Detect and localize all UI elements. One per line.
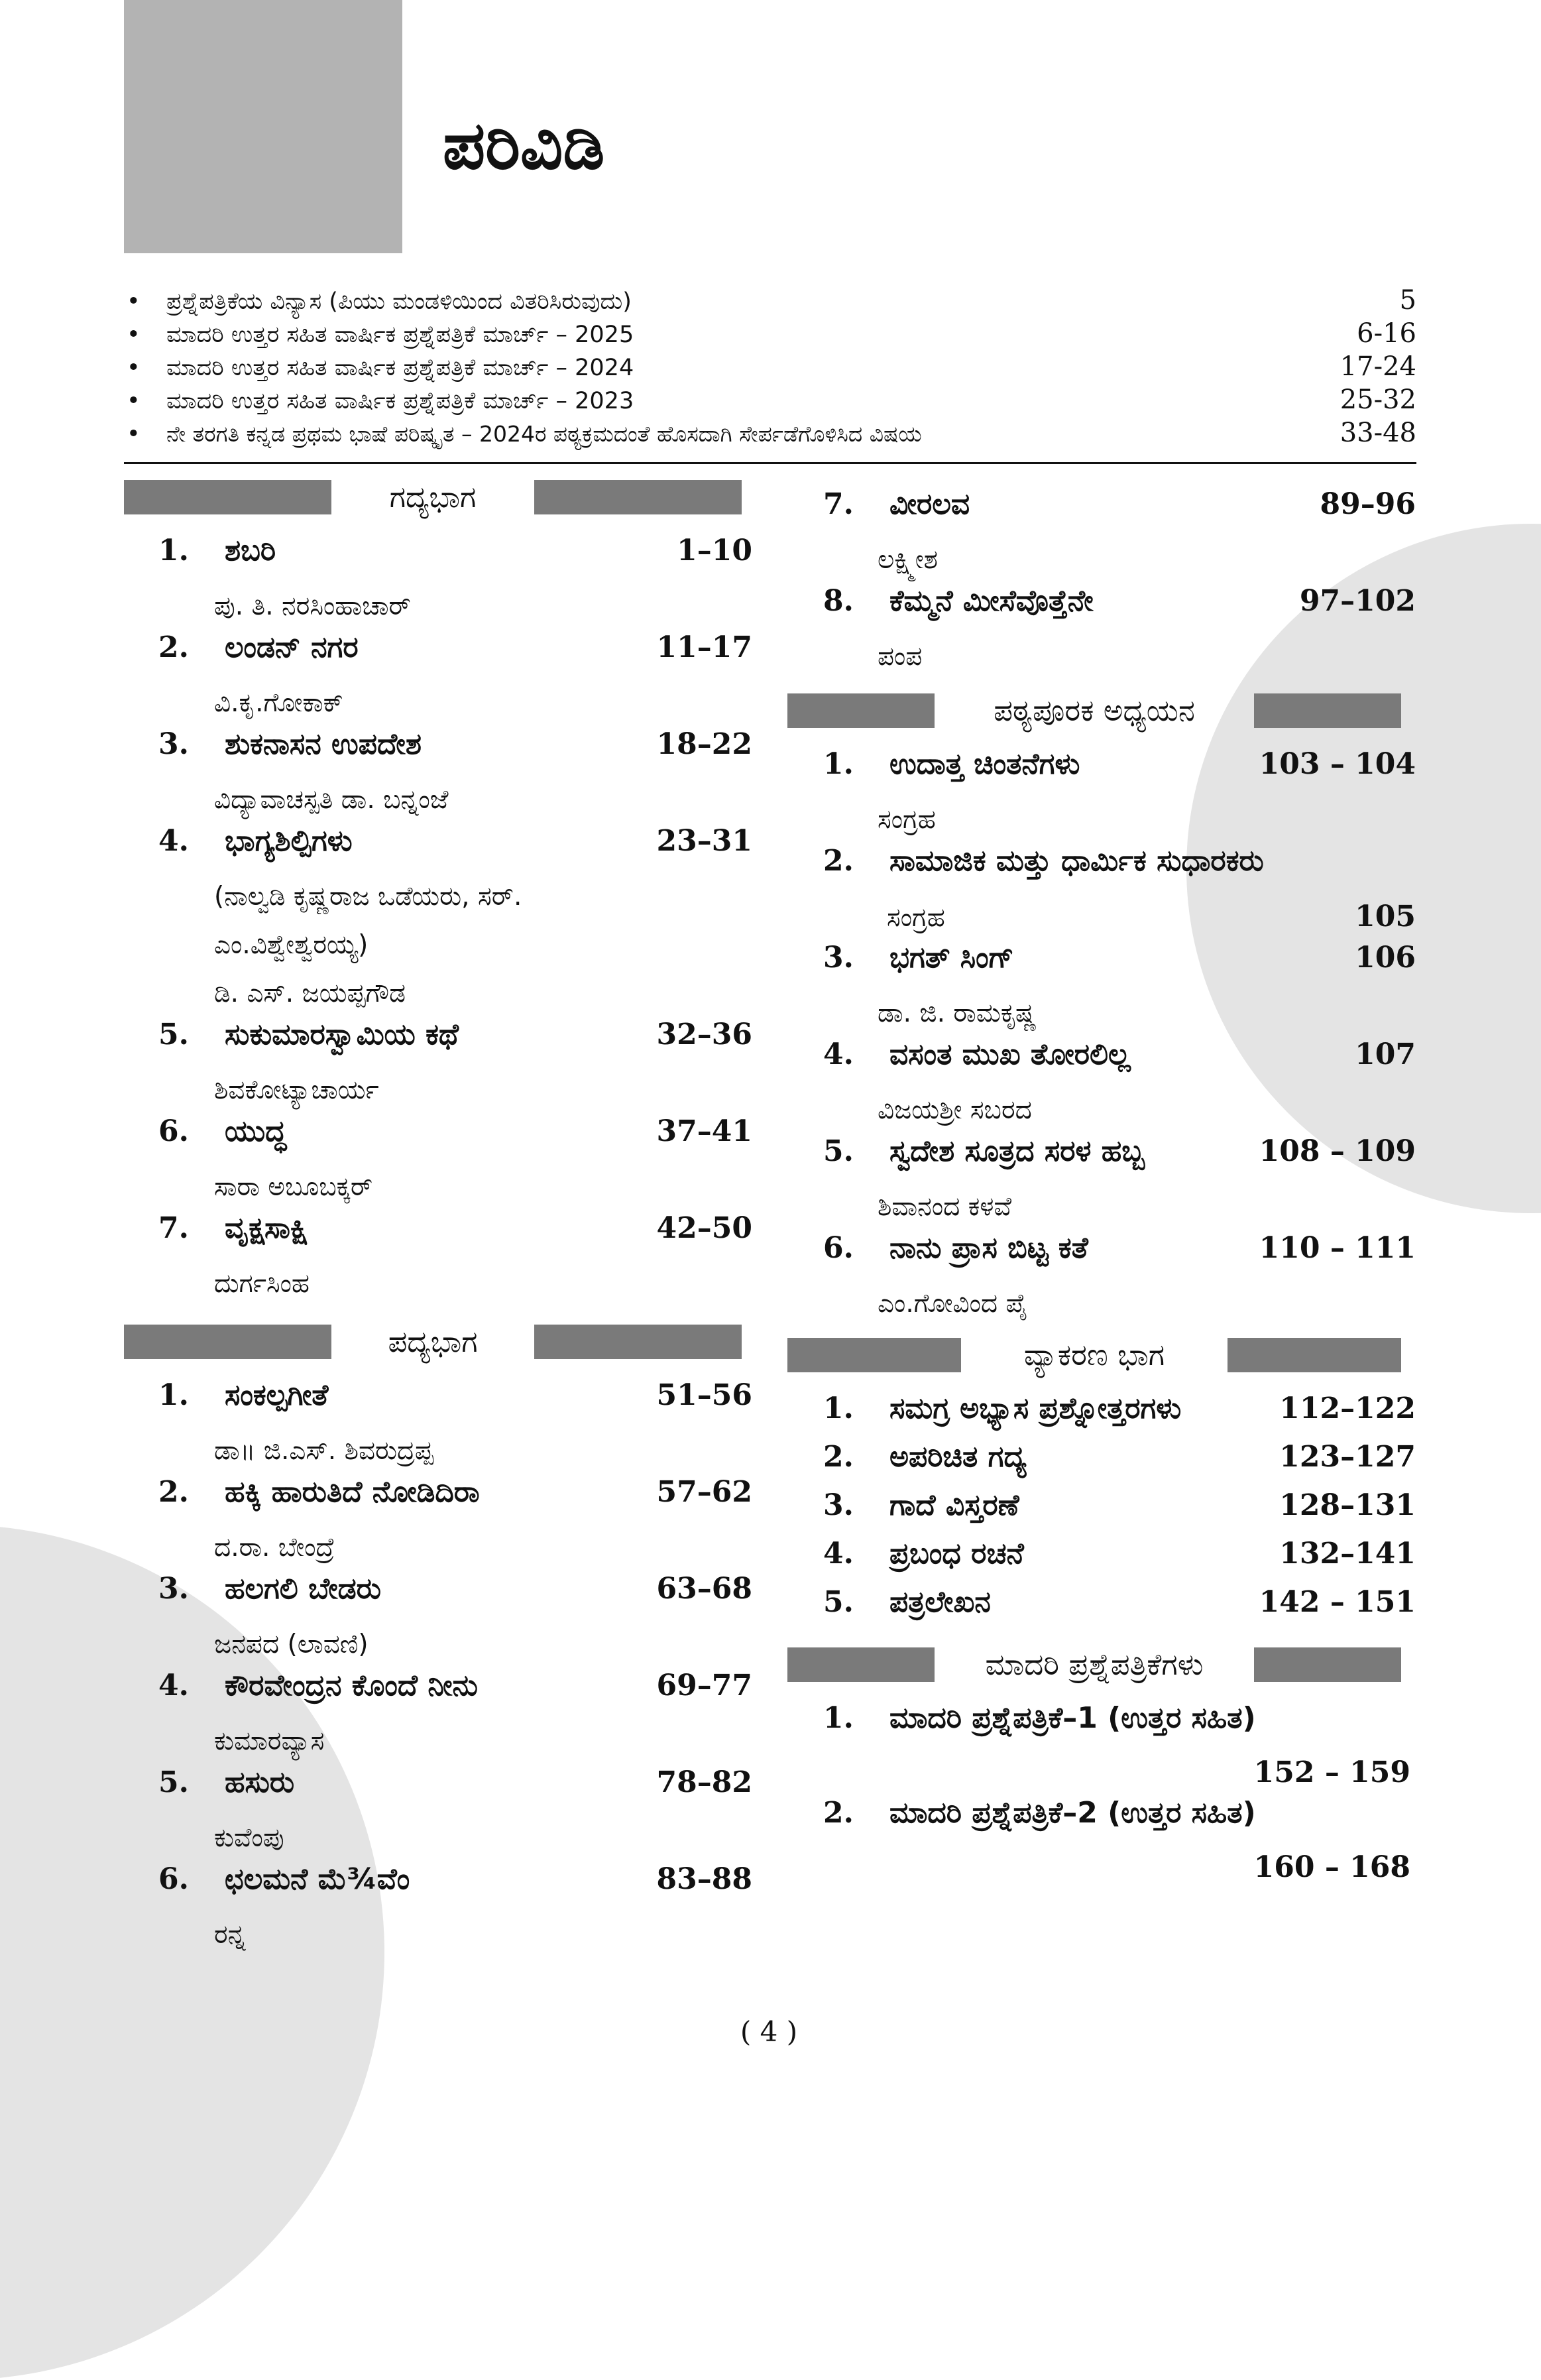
section-bar bbox=[534, 480, 742, 514]
entry-pages: 11–17 bbox=[656, 630, 752, 664]
entry-number: 1. bbox=[158, 1378, 189, 1412]
entry-title: ವೃಕ್ಷಸಾಕ್ಷಿ bbox=[225, 1211, 309, 1245]
entry-pages: 123–127 bbox=[1279, 1440, 1416, 1474]
entry-title: ಅಪರಿಚಿತ ಗದ್ಯ bbox=[889, 1440, 1027, 1474]
entry-pages: 69–77 bbox=[656, 1669, 752, 1702]
section-header-grammar bbox=[787, 1337, 1416, 1373]
entry-pages: 63–68 bbox=[656, 1572, 752, 1606]
entry-pages: 128–131 bbox=[1279, 1488, 1416, 1522]
contents-item-text: ನೇ ತರಗತಿ ಕನ್ನಡ ಪ್ರಥಮ ಭಾಷೆ ಪರಿಷ್ಕೃತ – 2024ರ ಪಠ್ಯಕ್ರಮದಂತೆ ಹೊಸದಾಗಿ ಸೇರ್ಪಡೆಗೊಳಿಸಿದ ವಿಷಯ bbox=[166, 421, 922, 447]
entry-title: ಗಾದೆ ವಿಸ್ತರಣೆ bbox=[889, 1488, 1019, 1522]
entry-author: ಡಾ॥ ಜಿ.ಎಸ್. ಶಿವರುದ್ರಪ್ಪ bbox=[214, 1436, 433, 1466]
entry-number: 8. bbox=[823, 584, 854, 618]
entry-pages: 132–141 bbox=[1279, 1537, 1416, 1571]
entry-number: 4. bbox=[823, 1537, 854, 1571]
section-bar bbox=[534, 1325, 742, 1359]
page-title: ಪರಿವಿಡಿ bbox=[443, 107, 605, 184]
entry-pages: 107 bbox=[1355, 1038, 1416, 1071]
section-header-model-papers bbox=[787, 1647, 1416, 1683]
section-bar bbox=[124, 1325, 331, 1359]
toc-entry[interactable] bbox=[787, 747, 1416, 844]
title-background-block bbox=[124, 0, 402, 253]
section-bar bbox=[787, 693, 935, 728]
section-bar bbox=[1254, 1647, 1401, 1682]
entry-author: ಸಾರಾ ಅಬೂಬಕ್ಕರ್ bbox=[214, 1172, 373, 1202]
entry-pages: 18–22 bbox=[656, 727, 752, 761]
toc-entry[interactable] bbox=[124, 1862, 752, 1959]
toc-entry[interactable] bbox=[787, 1440, 1416, 1488]
entry-author: ಡಾ. ಜಿ. ರಾಮಕೃಷ್ಣ bbox=[878, 998, 1037, 1028]
toc-entry[interactable] bbox=[787, 487, 1416, 584]
entry-pages: 32–36 bbox=[656, 1018, 752, 1051]
entry-author: ಪು. ತಿ. ನರಸಿಂಹಾಚಾರ್ bbox=[214, 591, 411, 621]
entry-title: ಸಂಕಲ್ಪಗೀತೆ bbox=[225, 1378, 329, 1412]
toc-entry[interactable] bbox=[124, 1378, 752, 1475]
entry-number: 5. bbox=[823, 1585, 854, 1619]
entry-title: ವೀರಲವ bbox=[889, 487, 970, 521]
contents-item-page: 6-16 bbox=[1357, 318, 1416, 349]
toc-entry[interactable] bbox=[787, 1488, 1416, 1537]
entry-title: ಹಸುರು bbox=[225, 1765, 295, 1799]
toc-entry[interactable] bbox=[124, 727, 752, 824]
entry-pages: 152 – 159 bbox=[1253, 1755, 1410, 1789]
entry-author: ಲಕ್ಷ್ಮೀಶ bbox=[878, 545, 938, 575]
toc-entry[interactable] bbox=[787, 1134, 1416, 1231]
entry-title: ಛಲಮನೆ ಮೆ¾ವೆಂ bbox=[225, 1862, 410, 1896]
entry-author: ವಿ.ಕೃ.ಗೋಕಾಕ್ bbox=[214, 688, 343, 718]
contents-item-text: ಪ್ರಶ್ನೆಪತ್ರಿಕೆಯ ವಿನ್ಯಾಸ (ಪಿಯು ಮಂಡಳಿಯಿಂದ ವಿತರಿಸಿರುವುದು) bbox=[166, 288, 632, 315]
entry-pages: 160 – 168 bbox=[1253, 1850, 1410, 1884]
section-bar bbox=[1227, 1338, 1401, 1372]
entry-number: 2. bbox=[823, 1796, 854, 1830]
entry-pages: 112–122 bbox=[1279, 1392, 1416, 1425]
bullet-icon: • bbox=[127, 288, 141, 315]
entry-author: ವಿಜಯಶ್ರೀ ಸಬರದ bbox=[878, 1095, 1032, 1125]
entry-title: ಹಕ್ಕಿ ಹಾರುತಿದೆ ನೋಡಿದಿರಾ bbox=[225, 1475, 480, 1509]
toc-entry[interactable] bbox=[787, 1392, 1416, 1440]
entry-title: ಹಲಗಲಿ ಬೇಡರು bbox=[225, 1572, 381, 1606]
entry-number: 1. bbox=[823, 1392, 854, 1425]
entry-title: ನಾನು ಪ್ರಾಸ ಬಿಟ್ಟ ಕತೆ bbox=[889, 1231, 1088, 1265]
section-heading: ಗದ್ಯಭಾಗ bbox=[389, 479, 477, 514]
entry-pages: 83–88 bbox=[656, 1862, 752, 1896]
section-heading: ಪಠ್ಯಪೂರಕ ಅಧ್ಯಯನ bbox=[994, 693, 1195, 728]
toc-entry[interactable] bbox=[787, 1038, 1416, 1134]
section-heading: ಮಾದರಿ ಪ್ರಶ್ನೆಪತ್ರಿಕೆಗಳು bbox=[985, 1647, 1204, 1682]
entry-number: 5. bbox=[158, 1018, 189, 1051]
entry-author: ಕುಮಾರವ್ಯಾಸ bbox=[214, 1726, 325, 1756]
entry-title: ಕೆಮ್ಮನೆ ಮೀಸೆವೊತ್ತೆನೇ bbox=[889, 584, 1094, 618]
entry-pages: 42–50 bbox=[656, 1211, 752, 1245]
page-number: ( 4 ) bbox=[740, 2015, 798, 2048]
entry-number: 4. bbox=[158, 1669, 189, 1702]
entry-pages: 89–96 bbox=[1320, 487, 1416, 521]
divider-rule bbox=[124, 462, 1416, 464]
entry-title: ಯುದ್ಧ bbox=[225, 1114, 287, 1148]
entry-author: ಎಂ.ಗೋವಿಂದ ಪೈ bbox=[878, 1289, 1028, 1319]
entry-pages: 97–102 bbox=[1299, 584, 1416, 618]
toc-entry[interactable] bbox=[124, 1765, 752, 1862]
entry-pages: 37–41 bbox=[656, 1114, 752, 1148]
entry-number: 5. bbox=[158, 1765, 189, 1799]
entry-pages: 105 bbox=[1355, 900, 1416, 933]
entry-number: 2. bbox=[158, 1475, 189, 1509]
toc-entry[interactable] bbox=[124, 1475, 752, 1572]
entry-title: ಭಗತ್ ಸಿಂಗ್ bbox=[889, 941, 1014, 975]
entry-author: ಶಿವಕೋಟ್ಯಾಚಾರ್ಯ bbox=[214, 1075, 379, 1105]
toc-entry[interactable] bbox=[787, 1701, 1416, 1796]
bullet-icon: • bbox=[127, 388, 141, 414]
entry-author: ಡಿ. ಎಸ್. ಜಯಪ್ಪಗೌಡ bbox=[214, 979, 406, 1008]
entry-title: ಶಬರಿ bbox=[225, 534, 276, 567]
entry-number: 5. bbox=[823, 1134, 854, 1168]
entry-number: 6. bbox=[823, 1231, 854, 1265]
entry-pages: 51–56 bbox=[656, 1378, 752, 1412]
entry-title: ವಸಂತ ಮುಖ ತೋರಲಿಲ್ಲ bbox=[889, 1038, 1131, 1071]
bullet-icon: • bbox=[127, 355, 141, 381]
section-header-supplementary bbox=[787, 693, 1416, 729]
toc-entry[interactable] bbox=[124, 534, 752, 630]
entry-pages: 1–10 bbox=[677, 534, 752, 567]
entry-pages: 106 bbox=[1355, 941, 1416, 975]
section-bar bbox=[787, 1338, 961, 1372]
entry-author: ಜನಪದ (ಲಾವಣಿ) bbox=[214, 1630, 369, 1659]
entry-number: 3. bbox=[158, 1572, 189, 1606]
toc-entry[interactable] bbox=[124, 1018, 752, 1114]
entry-number: 7. bbox=[158, 1211, 189, 1245]
toc-entry[interactable] bbox=[124, 824, 752, 1018]
bullet-icon: • bbox=[127, 322, 141, 348]
entry-number: 2. bbox=[823, 844, 854, 878]
right-column bbox=[787, 487, 1416, 1891]
toc-entry[interactable] bbox=[787, 1231, 1416, 1328]
contents-item bbox=[124, 285, 1416, 318]
entry-title: ಸಾಮಾಜಿಕ ಮತ್ತು ಧಾರ್ಮಿಕ ಸುಧಾರಕರು bbox=[889, 844, 1264, 878]
toc-entry[interactable] bbox=[124, 1669, 752, 1765]
entry-title: ಲಂಡನ್ ನಗರ bbox=[225, 630, 359, 664]
section-bar bbox=[124, 480, 331, 514]
toc-entry[interactable] bbox=[787, 1585, 1416, 1634]
entry-number: 3. bbox=[823, 1488, 854, 1522]
entry-pages: 78–82 bbox=[656, 1765, 752, 1799]
entry-title: ಸುಕುಮಾರಸ್ವಾಮಿಯ ಕಥೆ bbox=[225, 1018, 459, 1051]
contents-item-text: ಮಾದರಿ ಉತ್ತರ ಸಹಿತ ವಾರ್ಷಿಕ ಪ್ರಶ್ನೆಪತ್ರಿಕೆ ಮಾರ್ಚ್ – 2023 bbox=[166, 388, 634, 414]
entry-title: ಮಾದರಿ ಪ್ರಶ್ನೆಪತ್ರಿಕೆ–1 (ಉತ್ತರ ಸಹಿತ) bbox=[889, 1701, 1256, 1735]
entry-author: ಪಂಪ bbox=[878, 642, 923, 672]
entry-title: ಪತ್ರಲೇಖನ bbox=[889, 1585, 991, 1619]
entry-title: ಭಾಗ್ಯಶಿಲ್ಪಿಗಳು bbox=[225, 824, 353, 858]
entry-author: ದ.ರಾ. ಬೇಂದ್ರೆ bbox=[214, 1533, 335, 1563]
section-heading: ವ್ಯಾಕರಣ ಭಾಗ bbox=[1023, 1337, 1165, 1372]
contents-item bbox=[124, 385, 1416, 418]
entry-number: 2. bbox=[158, 630, 189, 664]
entry-pages: 103 – 104 bbox=[1259, 747, 1416, 781]
toc-entry[interactable] bbox=[787, 1537, 1416, 1585]
entry-pages: 23–31 bbox=[656, 824, 752, 858]
toc-entry[interactable] bbox=[787, 844, 1416, 941]
contents-item bbox=[124, 351, 1416, 385]
section-header-prose bbox=[124, 479, 752, 515]
entry-number: 1. bbox=[823, 747, 854, 781]
entry-author: ಎಂ.ವಿಶ್ವೇಶ್ವರಯ್ಯ) bbox=[214, 930, 369, 960]
entry-author: ಸಂಗ್ರಹ bbox=[887, 903, 945, 933]
entry-number: 4. bbox=[158, 824, 189, 858]
entry-number: 1. bbox=[158, 534, 189, 567]
entry-pages: 142 – 151 bbox=[1259, 1585, 1416, 1619]
contents-item-text: ಮಾದರಿ ಉತ್ತರ ಸಹಿತ ವಾರ್ಷಿಕ ಪ್ರಶ್ನೆಪತ್ರಿಕೆ ಮಾರ್ಚ್ – 2024 bbox=[166, 355, 634, 381]
entry-author: (ನಾಲ್ವಡಿ ಕೃಷ್ಣರಾಜ ಒಡೆಯರು, ಸರ್. bbox=[214, 882, 522, 912]
entry-number: 3. bbox=[823, 941, 854, 975]
entry-title: ಸಮಗ್ರ ಅಭ್ಯಾಸ ಪ್ರಶ್ನೋತ್ತರಗಳು bbox=[889, 1392, 1182, 1425]
entry-title: ಸ್ವದೇಶ ಸೂತ್ರದ ಸರಳ ಹಬ್ಬ bbox=[889, 1134, 1145, 1168]
toc-entry[interactable] bbox=[124, 1114, 752, 1211]
entry-author: ವಿದ್ಯಾವಾಚಸ್ಪತಿ ಡಾ. ಬನ್ನಂಜೆ bbox=[214, 785, 449, 815]
entry-pages: 108 – 109 bbox=[1259, 1134, 1416, 1168]
entry-title: ಉದಾತ್ತ ಚಿಂತನೆಗಳು bbox=[889, 747, 1080, 781]
toc-entry[interactable] bbox=[787, 941, 1416, 1038]
contents-list bbox=[124, 285, 1416, 451]
entry-title: ಶುಕನಾಸನ ಉಪದೇಶ bbox=[225, 727, 422, 761]
entry-number: 1. bbox=[823, 1701, 854, 1735]
contents-item-page: 25-32 bbox=[1340, 385, 1416, 415]
entry-pages: 57–62 bbox=[656, 1475, 752, 1509]
toc-entry[interactable] bbox=[787, 584, 1416, 681]
section-header-poetry bbox=[124, 1324, 752, 1360]
contents-item-page: 17-24 bbox=[1340, 351, 1416, 382]
entry-title: ಪ್ರಬಂಧ ರಚನೆ bbox=[889, 1537, 1024, 1571]
section-bar bbox=[1254, 693, 1401, 728]
entry-author: ಕುವೆಂಪು bbox=[214, 1823, 284, 1853]
left-column bbox=[124, 479, 752, 1959]
contents-item-text: ಮಾದರಿ ಉತ್ತರ ಸಹಿತ ವಾರ್ಷಿಕ ಪ್ರಶ್ನೆಪತ್ರಿಕೆ ಮಾರ್ಚ್ – 2025 bbox=[166, 322, 634, 348]
entry-number: 6. bbox=[158, 1114, 189, 1148]
entry-number: 2. bbox=[823, 1440, 854, 1474]
entry-pages: 110 – 111 bbox=[1259, 1231, 1416, 1265]
entry-title: ಮಾದರಿ ಪ್ರಶ್ನೆಪತ್ರಿಕೆ–2 (ಉತ್ತರ ಸಹಿತ) bbox=[889, 1796, 1256, 1830]
entry-number: 4. bbox=[823, 1038, 854, 1071]
entry-number: 6. bbox=[158, 1862, 189, 1896]
entry-number: 3. bbox=[158, 727, 189, 761]
contents-item-page: 5 bbox=[1399, 285, 1416, 316]
toc-entry[interactable] bbox=[124, 1211, 752, 1308]
entry-author: ದುರ್ಗಸಿಂಹ bbox=[214, 1269, 310, 1299]
toc-entry[interactable] bbox=[124, 630, 752, 727]
bullet-icon: • bbox=[127, 421, 141, 447]
contents-item-page: 33-48 bbox=[1340, 418, 1416, 448]
entry-author: ರನ್ನ bbox=[214, 1920, 246, 1950]
section-heading: ಪದ್ಯಭಾಗ bbox=[388, 1324, 478, 1359]
toc-entry[interactable] bbox=[787, 1796, 1416, 1891]
entry-author: ಸಂಗ್ರಹ bbox=[878, 805, 936, 835]
contents-item bbox=[124, 418, 1416, 451]
entry-author: ಶಿವಾನಂದ ಕಳವೆ bbox=[878, 1192, 1012, 1222]
contents-item bbox=[124, 318, 1416, 351]
entry-title: ಕೌರವೇಂದ್ರನ ಕೊಂದೆ ನೀನು bbox=[225, 1669, 478, 1702]
entry-number: 7. bbox=[823, 487, 854, 521]
toc-entry[interactable] bbox=[124, 1572, 752, 1669]
section-bar bbox=[787, 1647, 935, 1682]
